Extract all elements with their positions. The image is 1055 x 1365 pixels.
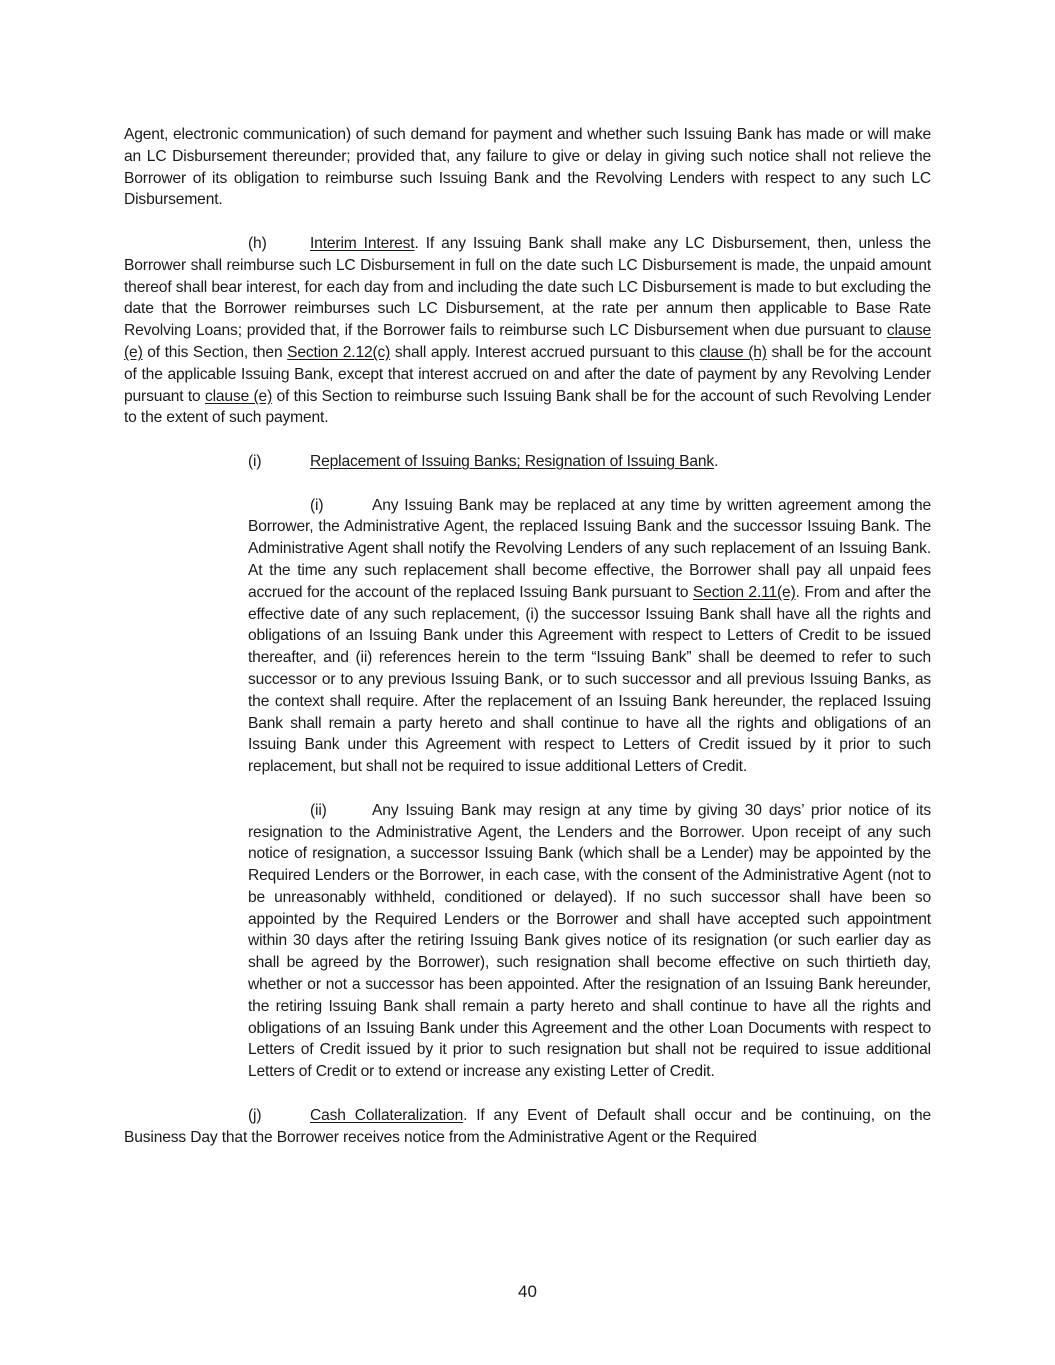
document-page: [124, 124, 931, 1148]
paragraph-g-continuation: Agent, electronic communication) of such demand for payment and whether such Issuing Bank has made or will make an LC Disbursement thereunder; provided that, any failure to give or delay in giving such notice shall not relieve the Borrower of its obligation to reimburse such Issuing Bank and the Revolving Lenders with respect to any such LC Disbursement.: [124, 126, 931, 209]
clause-label-i: (i): [248, 452, 262, 470]
paragraph-gap: [124, 211, 931, 233]
clause-title-interim-interest: Interim Interest: [310, 234, 415, 252]
cross-reference-clause-e-2: clause (e): [204, 387, 273, 405]
paragraph-h-text-1: . If any Issuing Bank shall make any LC Disbursement, then, unless the Borrower shall reimburse such LC Disbursement in full on the date such LC Disbursement is made, the unpaid amount thereof shall bear interest, for each day from and including the date such LC Disbursement is made to but excluding the date that the Borrower reimburses such LC Disbursement, at the rate per annum then applicable to Base Rate Revolving Loans; provided that, if the Borrower fails to reimburse such LC Disbursement when due pursuant to: [124, 234, 931, 340]
subparagraph-i-1-text-1: Any Issuing Bank may be replaced at any time by written agreement among the Borrower, the Administrative Agent, the replaced Issuing Bank and the successor Issuing Bank. The Administrative Agent shall notify the Revolving Lenders of any such replacement of an Issuing Bank. At the time any such replacement shall become effective, the Borrower shall pay all unpaid fees accrued for the account of the replaced Issuing Bank pursuant to: [248, 496, 931, 601]
clause-title-period: .: [714, 452, 719, 470]
paragraph-gap: [124, 473, 931, 495]
clause-label-h: (h): [248, 234, 267, 252]
subclause-label-i: (i): [310, 496, 324, 514]
paragraph-h: [124, 233, 931, 429]
paragraph-gap: [124, 429, 931, 451]
paragraph-j-text: . If any Event of Default shall occur and be continuing, on the Business Day that the Borrower receives notice from the Administrative Agent or the Required: [124, 1106, 931, 1146]
cross-reference-clause-h: clause (h): [699, 343, 767, 361]
cross-reference-section-2-12c: Section 2.12(c): [287, 343, 391, 361]
subparagraph-i-1-text-2: . From and after the effective date of any such replacement, (i) the successor Issuing Bank shall have all the rights and obligations of an Issuing Bank under this Agreement with respect to Letters of Credit to be issued thereafter, and (ii) references herein to the term “Issuing Bank” shall be deemed to refer to such successor or to any previous Issuing Bank, or to such successor and all previous Issuing Banks, as the context shall require. After the replacement of an Issuing Bank hereunder, the replaced Issuing Bank shall remain a party hereto and shall continue to have all the rights and obligations of an Issuing Bank under this Agreement with respect to Letters of Credit issued by it prior to such replacement, but shall not be required to issue additional Letters of Credit.: [248, 583, 931, 776]
page-number: 40: [518, 1282, 537, 1301]
clause-title-cash-collateralization: Cash Collateralization: [310, 1106, 464, 1124]
paragraph-i-heading: [248, 451, 931, 473]
subparagraph-i-2: [248, 800, 931, 1083]
subparagraph-i-2-text: Any Issuing Bank may resign at any time by giving 30 days’ prior notice of its resignation to the Administrative Agent, the Lenders and the Borrower. Upon receipt of any such notice of resignation, a successor Issuing Bank (which shall be a Lender) may be appointed by the Required Lenders or the Borrower, in each case, with the consent of the Administrative Agent (not to be unreasonably withheld, conditioned or delayed). If no such successor shall have been so appointed by the Required Lenders or the Borrower and shall have accepted such appointment within 30 days after the retiring Issuing Bank gives notice of its resignation (or such earlier day as shall be agreed by the Borrower), such resignation shall become effective on such thirtieth day, whether or not a successor has been appointed. After the resignation of an Issuing Bank hereunder, the retiring Issuing Bank shall remain a party hereto and shall continue to have all the rights and obligations of an Issuing Bank under this Agreement and the other Loan Documents with respect to Letters of Credit issued by it prior to such resignation but shall not be required to issue additional Letters of Credit or to extend or increase any existing Letter of Credit.: [248, 801, 931, 1081]
cross-reference-section-2-11e: Section 2.11(e): [692, 583, 796, 601]
clause-label-j: (j): [248, 1106, 262, 1124]
clause-title-replacement-of-issuing-banks: Replacement of Issuing Banks; Resignation of Issuing Bank: [310, 452, 715, 470]
paragraph-h-text-2: of this Section, then: [142, 343, 288, 361]
paragraph-h-text-4: shall be for the account of the applicable Issuing Bank, except that interest accrued on and after the date of payment by any Revolving Lender pursuant to: [124, 343, 931, 405]
paragraph-gap: [248, 778, 931, 800]
subparagraph-i-1: [248, 495, 931, 778]
subclause-label-ii: (ii): [310, 801, 327, 819]
paragraph-j: [124, 1105, 931, 1149]
cross-reference-clause-e: clause (e): [124, 322, 931, 361]
paragraph-gap: [124, 1083, 931, 1105]
paragraph-h-text-3: shall apply. Interest accrued pursuant to this: [390, 343, 700, 361]
subparagraph-i-1-block: [248, 495, 931, 1084]
paragraph-h-text-5: of this Section to reimburse such Issuing Bank shall be for the account of such Revolving Lender to the extent of such payment.: [124, 387, 931, 427]
